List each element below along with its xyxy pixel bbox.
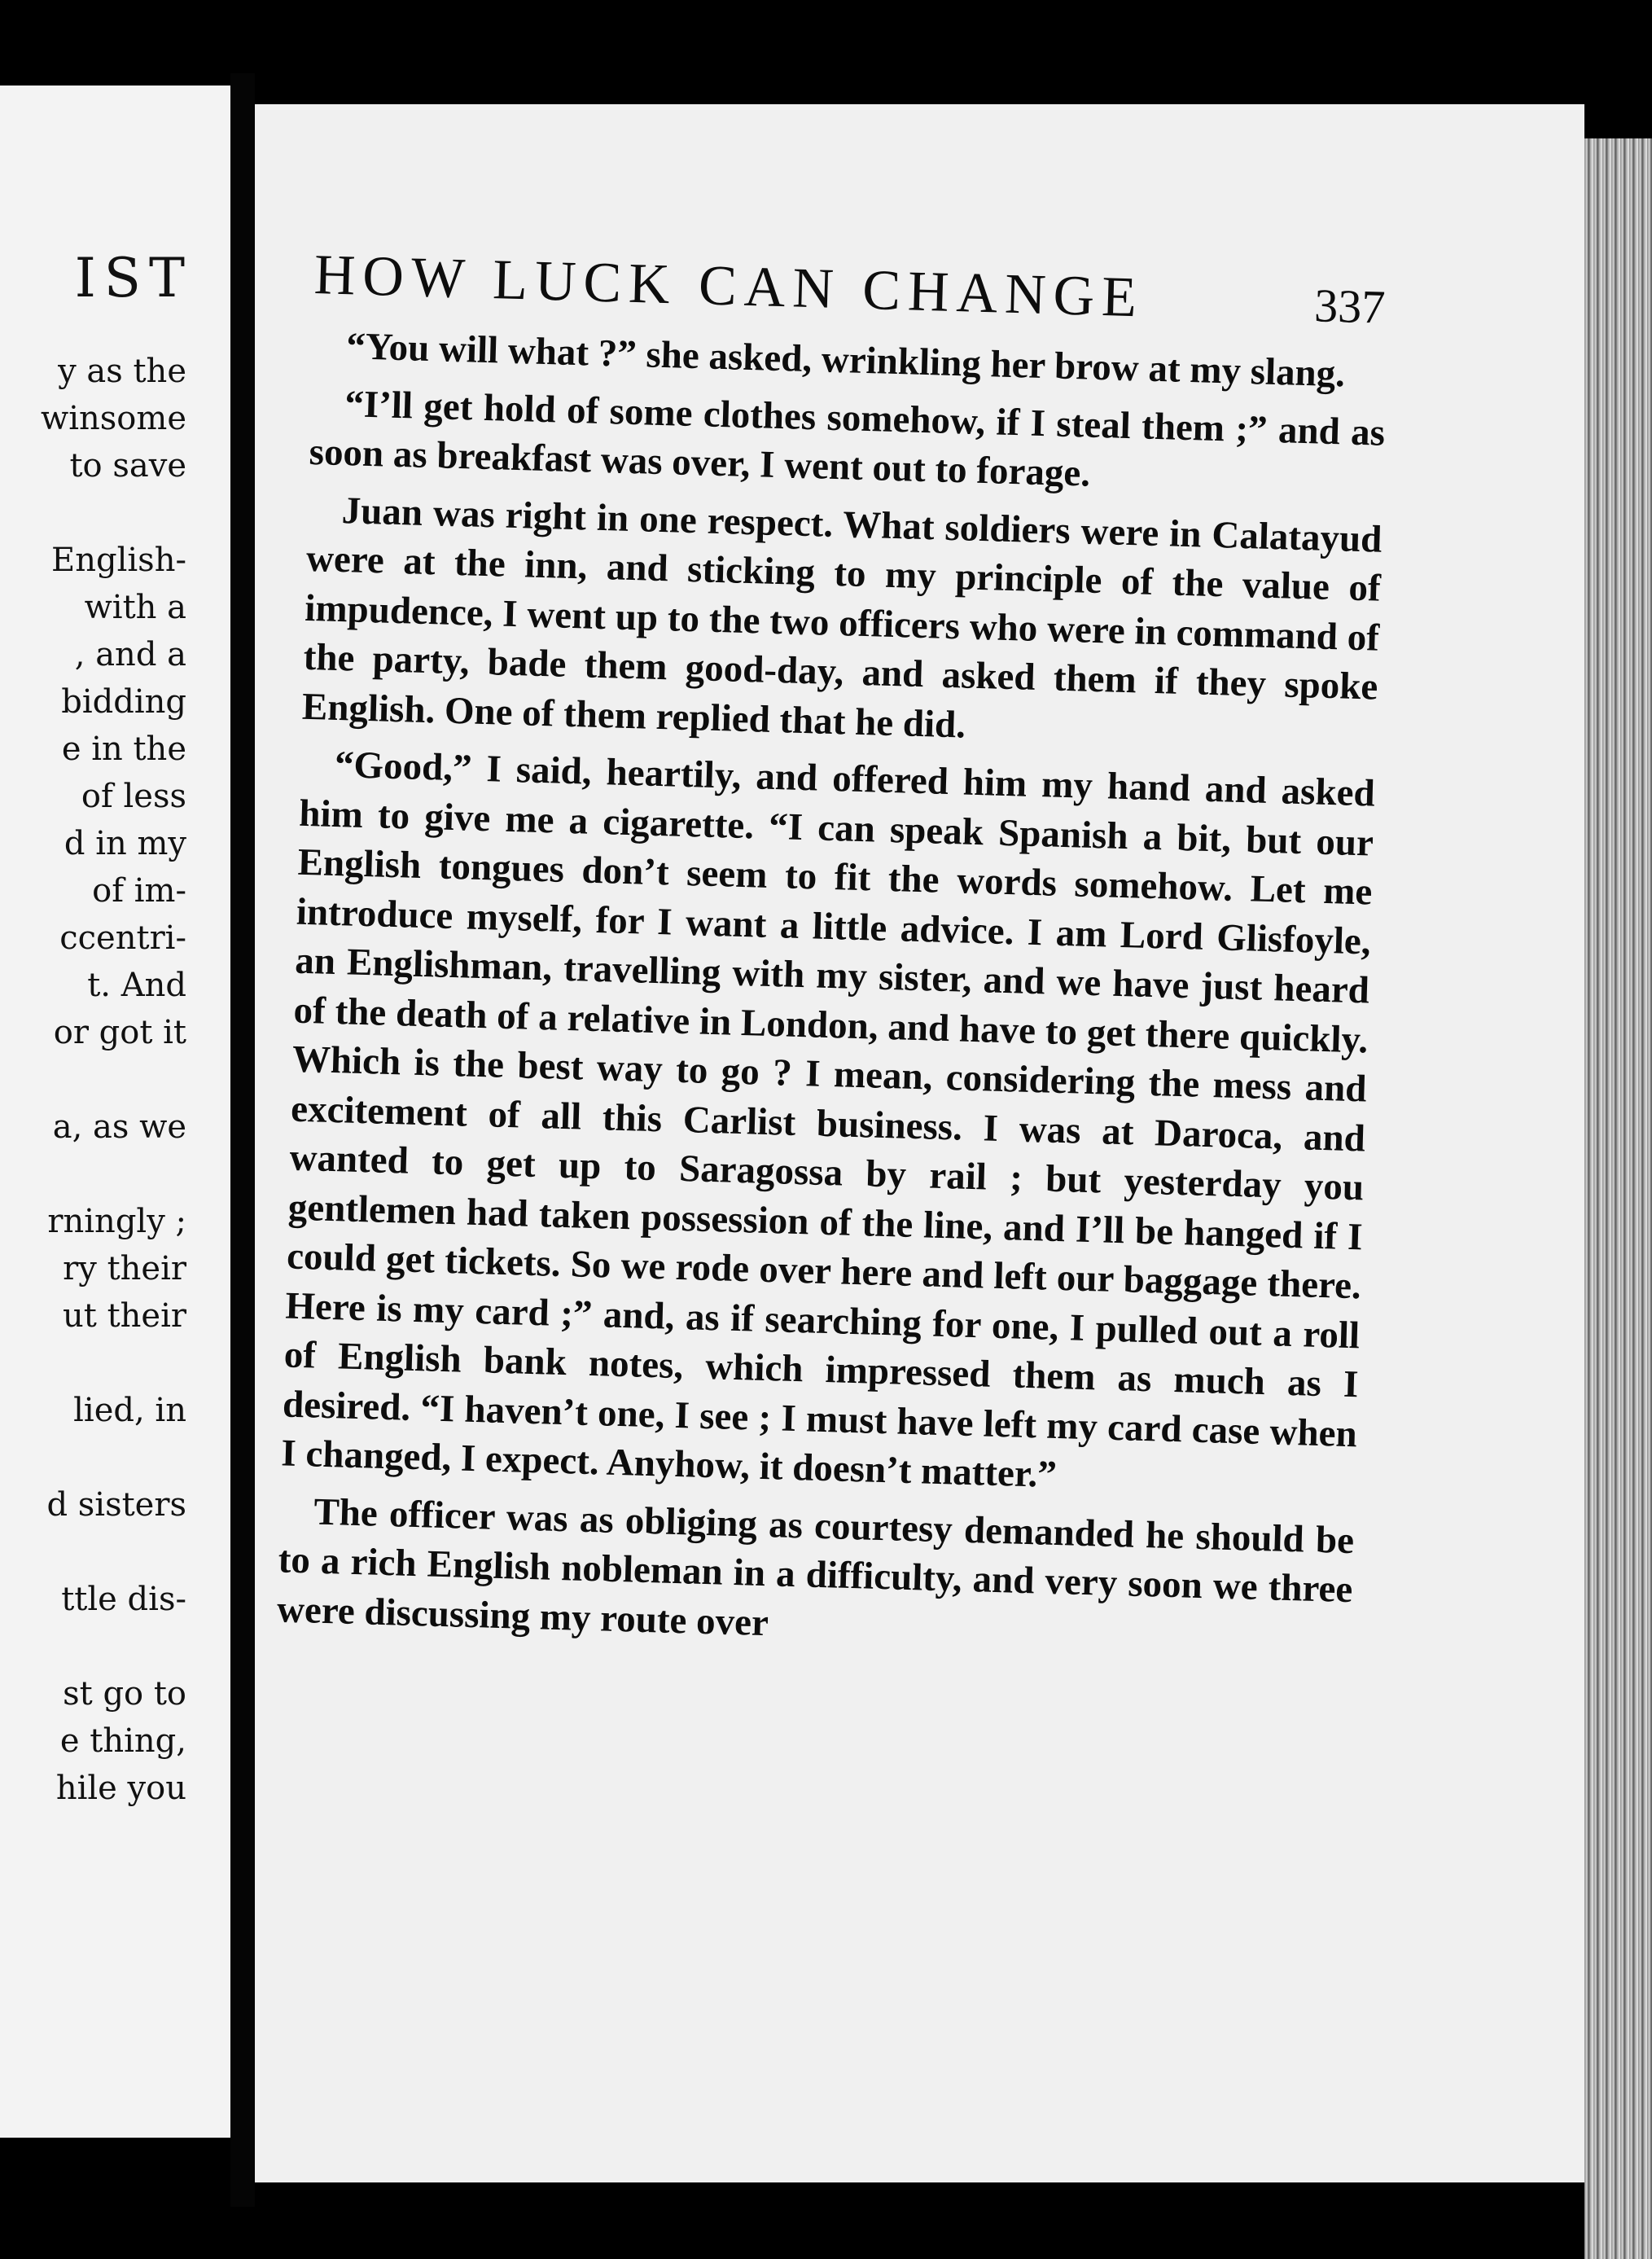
page-content bbox=[276, 243, 1389, 1672]
previous-page-line: t. And bbox=[87, 967, 186, 1004]
previous-page-header: IST bbox=[74, 247, 193, 309]
previous-page-line: of im- bbox=[92, 872, 186, 910]
previous-page-line: with a bbox=[84, 589, 186, 626]
previous-page-line: or got it bbox=[53, 1014, 186, 1051]
running-title: HOW LUCK CAN CHANGE bbox=[313, 243, 1145, 330]
previous-page-line: lied, in bbox=[73, 1392, 186, 1429]
previous-page-line: e in the bbox=[61, 730, 186, 768]
previous-page-line: d sisters bbox=[46, 1486, 186, 1524]
previous-page-line: , and a bbox=[74, 636, 186, 673]
previous-page-line: ry their bbox=[63, 1250, 186, 1287]
paragraph: The officer was as obliging as courtesy demanded he should be to a rich English nobleman in a difficulty, and very soon we three were discussing my route over bbox=[276, 1490, 1355, 1644]
previous-page-line: winsome bbox=[40, 400, 186, 437]
previous-page-line: st go to bbox=[63, 1675, 186, 1713]
paragraph: Juan was right in one respect. What soldiers were in Calatayud were at the inn, and sticking to my principle of the value of impudence, I went up to the two officers who were in command of the party, bade them good-day, and asked them if they spoke English. One of them replied that he did. bbox=[301, 489, 1383, 747]
book-gutter bbox=[230, 73, 255, 2207]
previous-page-line: ttle dis- bbox=[61, 1581, 186, 1618]
previous-page-line: ut their bbox=[63, 1297, 186, 1335]
previous-page-line: English- bbox=[51, 542, 186, 579]
page-number: 337 bbox=[1313, 279, 1387, 334]
paragraph: “I’ll get hold of some clothes somehow, if I steal them ;” and as soon as breakfast was over, I went out to forage. bbox=[309, 382, 1386, 495]
body-text bbox=[276, 321, 1387, 1664]
paragraph: “You will what ?” she asked, wrinkling her brow at my slang. bbox=[345, 325, 1346, 396]
previous-page-text bbox=[0, 348, 186, 1812]
page-stack-edge bbox=[1584, 138, 1652, 2259]
book-page bbox=[255, 104, 1584, 2182]
previous-page-line: rningly ; bbox=[47, 1203, 186, 1240]
previous-page-line: a, as we bbox=[52, 1108, 186, 1146]
previous-page-line: of less bbox=[81, 778, 186, 815]
previous-page-fragment bbox=[0, 86, 230, 2138]
previous-page-line: e thing, bbox=[59, 1722, 186, 1760]
previous-page-line: to save bbox=[69, 447, 186, 485]
previous-page-line: d in my bbox=[64, 825, 186, 862]
previous-page-line: y as the bbox=[58, 353, 186, 390]
paragraph: “Good,” I said, heartily, and offered him my hand and asked him to give me a cigarette. “I can speak Spanish a bit, but our English tongues don’t seem to fit the words somehow. Let me introduce myself, for I want a little advice. I am Lord Glisfoyle, an Englishman, travelling with my sister, and we have just heard of the death of a relative in London, and have to get there quickly. Which is the best way to go ? I mean, considering the mess and excitement of all this Carlist business. I was at Daroca, and wanted to get up to Saragossa by rail ; but yesterday you gentlemen had taken possession of the line, and I’ll be hanged if I could get tickets. So we rode over here and left our baggage there. Here is my card ;” and, as if searching for one, I pulled out a roll of English bank notes, which impressed them as much as I desired. “I haven’t one, I see ; I must have left my card case when I changed, I expect. Anyhow, it doesn’t matter.” bbox=[280, 743, 1376, 1497]
previous-page-line: ccentri- bbox=[59, 919, 186, 957]
previous-page-line: bidding bbox=[61, 683, 186, 721]
previous-page-line: hile you bbox=[55, 1770, 186, 1807]
running-head bbox=[313, 243, 1390, 338]
